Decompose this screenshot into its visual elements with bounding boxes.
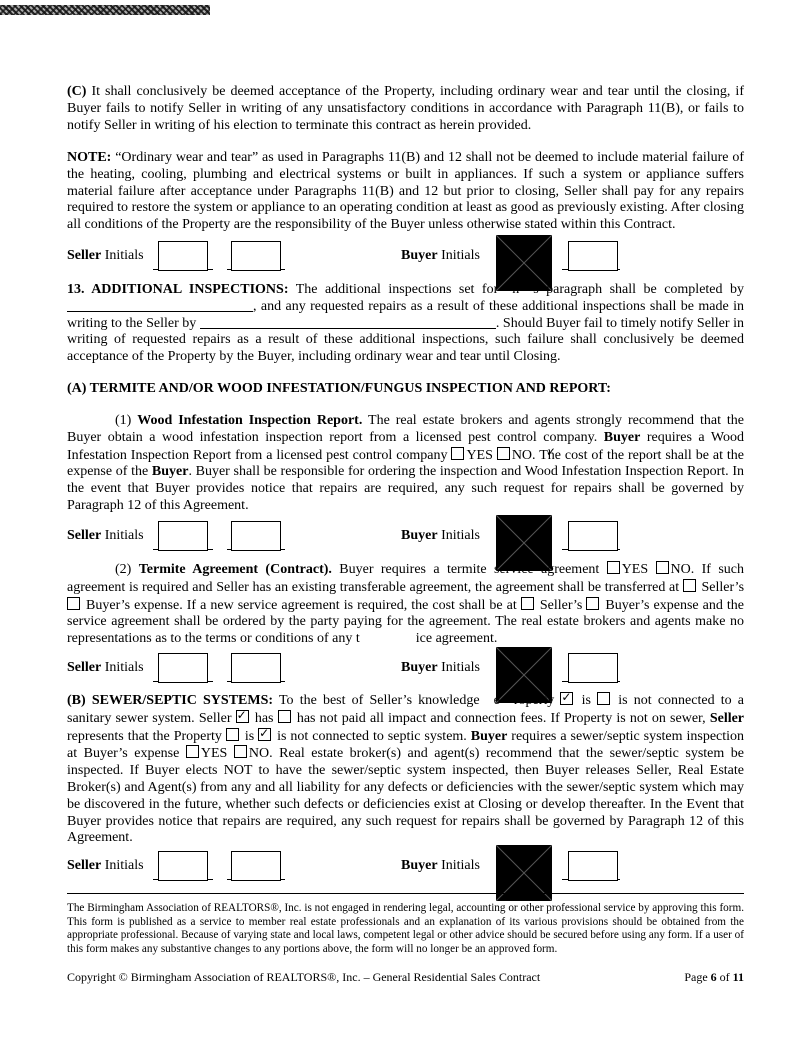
b-is-not-connected-checkbox[interactable]	[597, 692, 610, 705]
b-septic-is-not-checkbox[interactable]	[258, 728, 271, 741]
note-paragraph	[67, 150, 744, 234]
b-is-connected-checkbox[interactable]	[560, 692, 573, 705]
seller-initials-label: Seller Initials	[67, 528, 144, 543]
buyer-initials-label: Buyer Initials	[401, 248, 480, 263]
section-a1: (1) Wood Infestation Inspection Report. The real estate brokers and agents strongly recommend that the Buyer obtain a wood infestation inspection report from a licensed pest control company. Buyer requires a Wood Infestation Inspection Report from a licensed pest control company YES ✓NO. The cost of the report shall be at the expense of the Buyer. Buyer shall be responsible for ordering the inspection and Wood Infestation Inspection Report. In the event that Buyer provides notice that repairs are required, any such request for repairs shall be governed by Paragraph 12 of this Agreement.	[67, 413, 744, 515]
page-number: Page 6 of 11	[684, 970, 744, 984]
section-a2: (2) Termite Agreement (Contract). Buyer requires a termite service agreement YES NO. If such agreement is required and Seller has an existing transferable agreement, the agreement shall be transferred at Seller’s Buyer’s expense. If a new service agreement is required, the cost shall be at Seller’s Buyer’s expense and the service agreement shall be ordered by the party paying for the agreement. The real estate brokers and agents make no representations as to the terms or conditions of any t ice agreement.	[67, 562, 745, 647]
a2-seller-expense-checkbox[interactable]	[683, 579, 696, 592]
seller-initial-box-2[interactable]	[231, 241, 281, 271]
a1-title: Wood Infestation Inspection Report.	[137, 413, 363, 428]
paragraph-c-text: It shall conclusively be deemed acceptance of the Property, including ordinary wear and tear until the closing, if Buyer fails to notify Seller in writing of any unsatisfactory conditions in accordance with Paragraph 11(B), or fails to notify Seller in writing of his election to terminate this contract as herein provided.	[67, 84, 744, 133]
seller-initials-label: Seller Initials	[67, 858, 144, 873]
section-a-heading: (A) TERMITE AND/OR WOOD INFESTATION/FUNGUS INSPECTION AND REPORT:	[67, 381, 611, 396]
initials-row-3	[67, 653, 744, 685]
section-b-label: (B) SEWER/SEPTIC SYSTEMS:	[67, 693, 274, 708]
repairs-date-field[interactable]	[200, 316, 496, 329]
a1-yes-checkbox[interactable]	[451, 447, 464, 460]
b-has-not-paid-checkbox[interactable]	[278, 710, 291, 723]
seller-initial-box-2[interactable]	[231, 521, 281, 551]
buyer-initials-label: Buyer Initials	[401, 660, 480, 675]
initials-row-1	[67, 241, 744, 273]
a2-yes-checkbox[interactable]	[607, 561, 620, 574]
buyer-initials-label: Buyer Initials	[401, 858, 480, 873]
b-has-paid-checkbox[interactable]	[236, 710, 249, 723]
a2-new-seller-checkbox[interactable]	[521, 597, 534, 610]
b-yes-checkbox[interactable]	[186, 745, 199, 758]
seller-initial-box-1[interactable]	[158, 851, 208, 881]
paragraph-c-label: (C)	[67, 84, 87, 99]
footer-divider	[67, 893, 744, 894]
a2-new-buyer-checkbox[interactable]	[586, 597, 599, 610]
note-label: NOTE:	[67, 150, 112, 165]
section-13: 13. ADDITIONAL INSPECTIONS: The additional inspections set for n s paragraph shall be completed by , and any requested repairs as a result of these additional inspections shall be made in writing to the Seller by . Should Buyer fail to timely notify Seller in writing of requested repairs as a result of these additional inspections, such failure shall conclusively be deemed acceptance of the Property by the Buyer, including ordinary wear and tear until Closing.	[67, 282, 745, 365]
seller-initial-box-2[interactable]	[231, 653, 281, 683]
footer-copyright: Copyright © Birmingham Association of REALTORS®, Inc. – General Residential Sales Contract	[67, 970, 541, 984]
seller-initial-box-1[interactable]	[158, 521, 208, 551]
completion-date-field[interactable]	[67, 299, 253, 312]
a2-buyer-expense-checkbox[interactable]	[67, 597, 80, 610]
a2-title: Termite Agreement (Contract).	[138, 562, 332, 577]
note-text: “Ordinary wear and tear” as used in Paragraphs 11(B) and 12 shall not be deemed to include material failure of the heating, cooling, plumbing and electrical systems or built in appliances. If such a system or appliance suffers material failure after acceptance under Paragraphs 11(B) and 12 but prior to closing, Seller shall pay for any repairs required to restore the system or appliance to an operating condition at least as good as previously existing. After closing all conditions of the Property are the responsibility of the Buyer unless otherwise stated within this Contract.	[67, 150, 744, 233]
a2-no-checkbox[interactable]	[656, 561, 669, 574]
buyer-initials-label: Buyer Initials	[401, 528, 480, 543]
buyer-initial-box-2[interactable]	[568, 851, 618, 881]
paragraph-c	[67, 84, 744, 134]
seller-initials-label: Seller Initials	[67, 660, 144, 675]
buyer-initial-box-2[interactable]	[568, 521, 618, 551]
seller-initial-box-1[interactable]	[158, 653, 208, 683]
initials-row-4	[67, 851, 744, 883]
buyer-initial-box-2[interactable]	[568, 241, 618, 271]
seller-initials-label: Seller Initials	[67, 248, 144, 263]
b-no-checkbox[interactable]	[234, 745, 247, 758]
footer-disclaimer: The Birmingham Association of REALTORS®, Inc. is not engaged in rendering legal, accounting or other professional service by approving this form. This form is published as a service to member real estate professionals and an explanation of its various provisions should be obtained from the appropriate professional. Because of varying state and local laws, competent legal or other advice should be secured before using any form. If a user of this form makes any substantive changes to any portions above, the form will no longer be an approved form.	[67, 902, 744, 955]
section-b: (B) SEWER/SEPTIC SYSTEMS: To the best of Seller’s knowledge e roperty ✓ is is not connected to a sanitary sewer system. Seller ✓ has has not paid all impact and connection fees. If Property is not on sewer, Seller represents that the Property is ✓ is not connected to septic system. Buyer requires a sewer/septic system inspection at Buyer’s expense YES NO. Real estate broker(s) and agent(s) recommend that the sewer/septic system be inspected. If Buyer elects NOT to have the sewer/septic system inspected, then Buyer releases Seller, Real Estate Broker(s) and Agent(s) from any and all liability for any defects or deficiencies with the sewer/septic system which may be discovered in the future, whether such defects or deficiencies exist at Closing or develop thereafter. In the Event that Buyer provides notice that repairs are required, any such request for repairs shall be governed by Paragraph 12 of this Agreement.	[67, 692, 744, 847]
header-hatch-overlay	[0, 5, 210, 15]
buyer-initial-box-2[interactable]	[568, 653, 618, 683]
seller-initial-box-1[interactable]	[158, 241, 208, 271]
b-septic-is-checkbox[interactable]	[226, 728, 239, 741]
initials-row-2	[67, 521, 744, 553]
seller-initial-box-2[interactable]	[231, 851, 281, 881]
a1-no-checkbox[interactable]	[497, 447, 510, 460]
section-13-label: 13. ADDITIONAL INSPECTIONS:	[67, 282, 289, 297]
